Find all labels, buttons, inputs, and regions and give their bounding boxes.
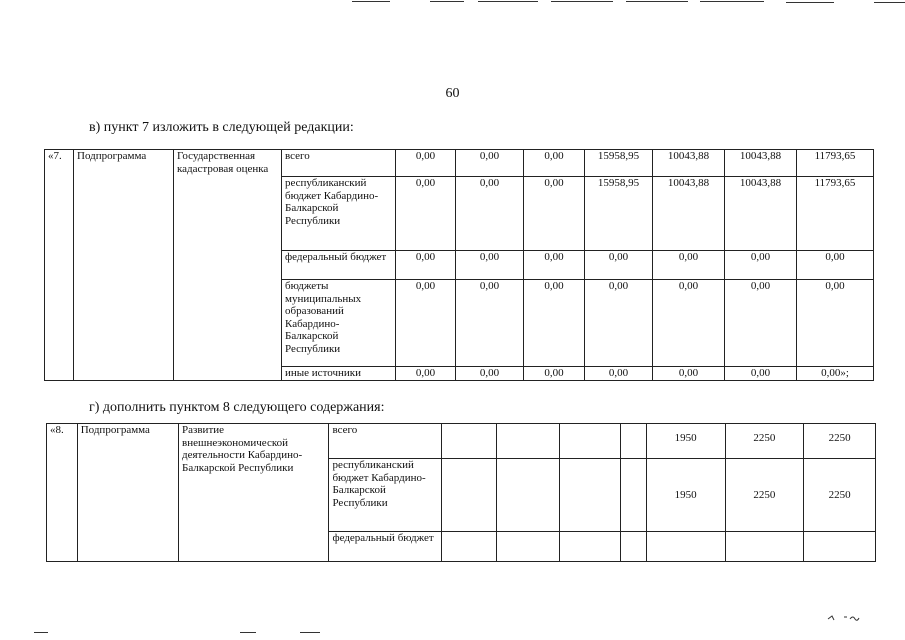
- subprogram-8-table: [46, 423, 876, 562]
- value-cell: 0,00: [725, 251, 797, 280]
- value-cell: 11793,65: [797, 177, 874, 251]
- value-cell: [559, 459, 620, 532]
- value-cell: 0,00: [396, 150, 456, 177]
- value-cell: [442, 424, 497, 459]
- value-cell: 0,00: [524, 280, 585, 367]
- value-cell: [442, 459, 497, 532]
- row-number-cell: «7.: [45, 150, 74, 381]
- funding-source-cell: всего: [282, 150, 396, 177]
- funding-source-cell: бюджеты муниципальных образований Кабардино-Балкарской Республики: [282, 280, 396, 367]
- value-cell: [621, 532, 647, 562]
- value-cell: 2250: [804, 424, 876, 459]
- scan-artifact-line: [551, 1, 613, 2]
- value-cell: [497, 459, 559, 532]
- value-cell: [497, 532, 559, 562]
- value-cell: [559, 424, 620, 459]
- scan-artifact-line: [700, 1, 764, 2]
- value-cell: 0,00: [524, 150, 585, 177]
- funding-source-cell: иные источники: [282, 367, 396, 381]
- value-cell: 0,00: [524, 367, 585, 381]
- value-cell: 0,00»;: [797, 367, 874, 381]
- value-cell: 0,00: [396, 177, 456, 251]
- value-cell: 0,00: [653, 367, 725, 381]
- value-cell: 0,00: [456, 177, 524, 251]
- value-cell: 15958,95: [585, 150, 653, 177]
- funding-source-cell: федеральный бюджет: [282, 251, 396, 280]
- table-row: [45, 150, 874, 177]
- value-cell: [646, 532, 725, 562]
- value-cell: 2250: [725, 459, 804, 532]
- value-cell: 10043,88: [725, 177, 797, 251]
- value-cell: 0,00: [524, 251, 585, 280]
- section-g-heading: г) дополнить пунктом 8 следующего содержания:: [89, 400, 385, 415]
- value-cell: 10043,88: [653, 177, 725, 251]
- row-type-cell: Подпрограмма: [74, 150, 174, 381]
- value-cell: 0,00: [456, 150, 524, 177]
- scan-artifact-line: [478, 1, 538, 2]
- value-cell: 0,00: [725, 367, 797, 381]
- value-cell: 10043,88: [653, 150, 725, 177]
- funding-source-cell: всего: [329, 424, 442, 459]
- value-cell: 1950: [646, 459, 725, 532]
- value-cell: 0,00: [797, 251, 874, 280]
- funding-source-cell: республиканский бюджет Кабардино-Балкарской Республики: [282, 177, 396, 251]
- subprogram-7-table: [44, 149, 874, 381]
- value-cell: [725, 532, 804, 562]
- value-cell: 0,00: [585, 251, 653, 280]
- value-cell: 0,00: [653, 251, 725, 280]
- value-cell: 15958,95: [585, 177, 653, 251]
- value-cell: 0,00: [456, 280, 524, 367]
- value-cell: 0,00: [456, 367, 524, 381]
- subprogram-name-cell: Государственная кадастровая оценка: [174, 150, 282, 381]
- value-cell: 0,00: [585, 367, 653, 381]
- value-cell: 2250: [804, 459, 876, 532]
- value-cell: [804, 532, 876, 562]
- value-cell: 11793,65: [797, 150, 874, 177]
- scan-artifact-line: [352, 1, 390, 2]
- page-number: 60: [445, 86, 460, 101]
- value-cell: 0,00: [396, 367, 456, 381]
- value-cell: 10043,88: [725, 150, 797, 177]
- value-cell: 0,00: [396, 280, 456, 367]
- value-cell: 0,00: [585, 280, 653, 367]
- value-cell: 1950: [646, 424, 725, 459]
- value-cell: [621, 424, 647, 459]
- value-cell: [497, 424, 559, 459]
- row-type-cell: Подпрограмма: [77, 424, 178, 562]
- scan-artifact-line: [786, 2, 834, 3]
- scan-artifact-line: [430, 1, 464, 2]
- value-cell: 0,00: [797, 280, 874, 367]
- subprogram-name-cell: Развитие внешнеэкономической деятельности Кабардино-Балкарской Республики: [179, 424, 329, 562]
- value-cell: 0,00: [456, 251, 524, 280]
- scan-artifact-line: [874, 2, 905, 3]
- value-cell: 0,00: [396, 251, 456, 280]
- scan-artifact-line: [240, 632, 256, 633]
- value-cell: [559, 532, 620, 562]
- value-cell: 2250: [725, 424, 804, 459]
- row-number-cell: «8.: [47, 424, 78, 562]
- value-cell: 0,00: [725, 280, 797, 367]
- value-cell: [621, 459, 647, 532]
- value-cell: 0,00: [653, 280, 725, 367]
- funding-source-cell: республиканский бюджет Кабардино-Балкарской Республики: [329, 459, 442, 532]
- value-cell: [442, 532, 497, 562]
- value-cell: 0,00: [524, 177, 585, 251]
- scan-artifact-line: [626, 1, 688, 2]
- handwritten-initials-mark: [826, 613, 860, 623]
- funding-source-cell: федеральный бюджет: [329, 532, 442, 562]
- section-v-heading: в) пункт 7 изложить в следующей редакции:: [89, 120, 354, 135]
- scan-artifact-line: [34, 632, 48, 633]
- scan-artifact-line: [300, 632, 320, 633]
- table-row: [47, 424, 876, 459]
